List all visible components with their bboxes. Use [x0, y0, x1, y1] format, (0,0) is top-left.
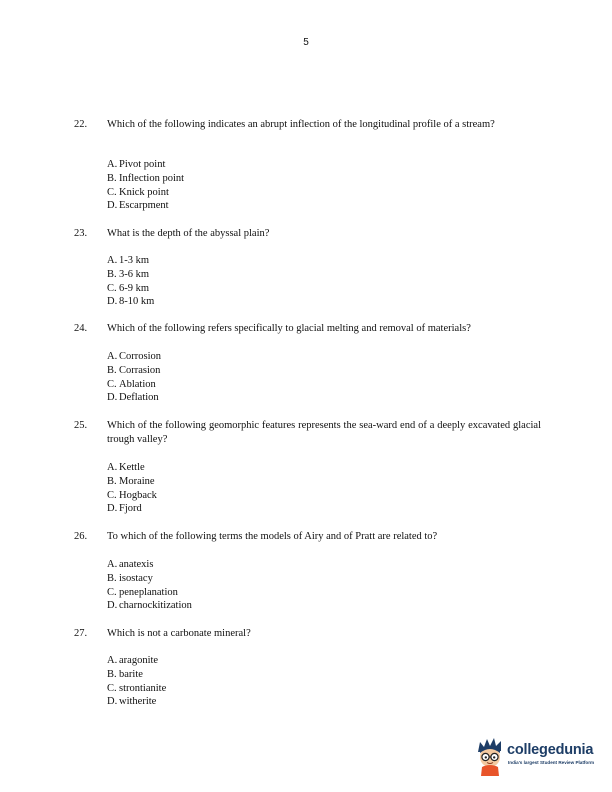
option-list — [107, 350, 161, 405]
question-number: 24. — [74, 323, 88, 334]
logo-tagline: India's largest Student Review Platform — [508, 760, 595, 765]
option-b: B. Moraine — [107, 475, 155, 487]
option-b: B. Inflection point — [107, 172, 185, 184]
option-a: A. 1-3 km — [107, 255, 150, 266]
option-d: D. Deflation — [107, 392, 159, 404]
option-d: D. 8-10 km — [107, 296, 155, 308]
question-number: 26. — [74, 531, 88, 542]
option-b: B. isostacy — [107, 572, 153, 584]
question-text: Which is not a carbonate mineral? — [107, 628, 251, 639]
option-b: B. 3-6 km — [107, 268, 150, 280]
option-c: C. 6-9 km — [107, 282, 150, 294]
option-c: C. strontianite — [107, 682, 167, 694]
option-list — [107, 158, 184, 213]
question-text: What is the depth of the abyssal plain? — [107, 228, 270, 239]
option-a: A. Kettle — [107, 462, 145, 473]
question-text: Which of the following geomorphic features represents the sea-ward end of a deeply excavated glacial trough valley? — [107, 420, 541, 445]
option-a: A. Corrosion — [107, 351, 161, 362]
collegedunia-logo — [474, 736, 604, 776]
option-a: A. Pivot point — [107, 159, 166, 170]
option-d: D. charnockitization — [107, 600, 192, 612]
question-text: To which of the following terms the models of Airy and of Pratt are related to? — [107, 531, 438, 542]
option-b: B. barite — [107, 668, 143, 680]
option-d: D. witherite — [107, 696, 157, 708]
question-number: 27. — [74, 628, 88, 639]
page-number: 5 — [303, 37, 309, 48]
mascot-icon — [474, 736, 506, 776]
logo-wordmark: collegedunia — [507, 742, 594, 758]
option-list — [107, 558, 192, 613]
option-b: B. Corrasion — [107, 364, 161, 376]
question-text: Which of the following indicates an abrupt inflection of the longitudinal profile of a stream? — [107, 119, 495, 130]
option-c: C. Hogback — [107, 489, 157, 501]
option-list — [107, 461, 157, 516]
question-number: 23. — [74, 228, 88, 239]
option-list — [107, 654, 166, 709]
option-list — [107, 254, 154, 309]
option-d: D. Escarpment — [107, 200, 169, 212]
question-number: 25. — [74, 420, 88, 431]
option-d: D. Fjord — [107, 503, 142, 515]
option-c: C. Ablation — [107, 378, 156, 390]
option-c: C. Knick point — [107, 186, 169, 198]
option-a: A. anatexis — [107, 559, 154, 570]
option-a: A. aragonite — [107, 655, 159, 666]
question-text: Which of the following refers specifically to glacial melting and removal of materials? — [107, 323, 471, 334]
question-number: 22. — [74, 119, 88, 130]
option-c: C. peneplanation — [107, 586, 178, 598]
